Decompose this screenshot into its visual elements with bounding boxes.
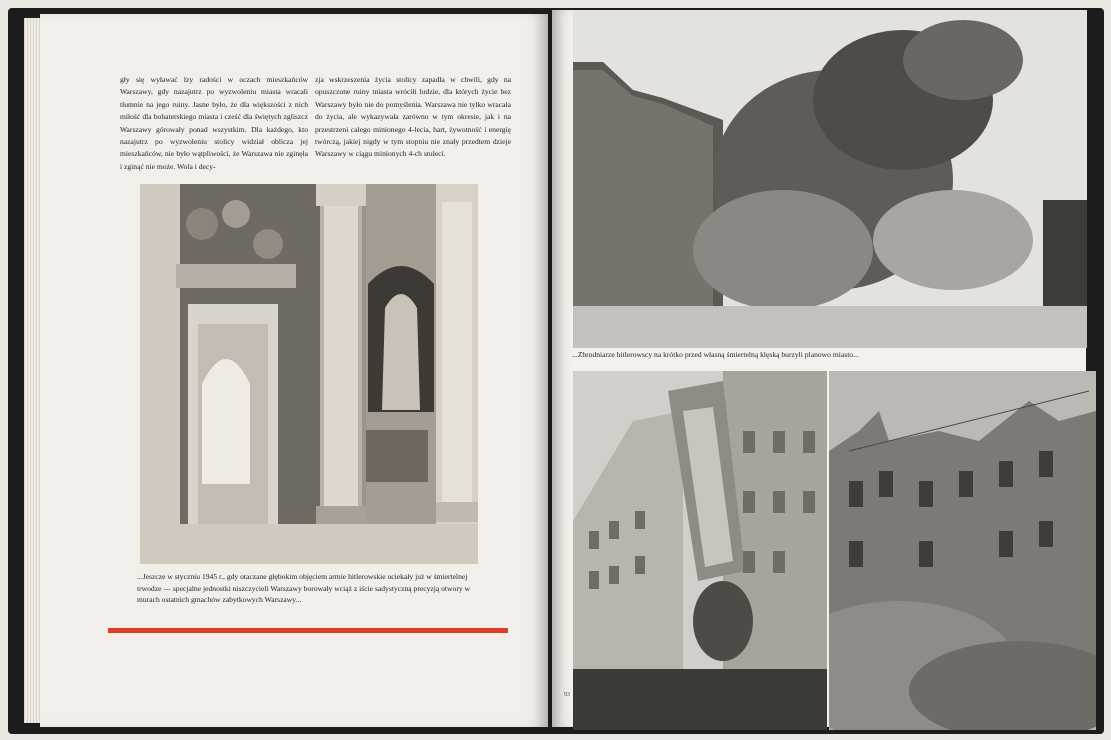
interior-caption: ...Jeszcze w styczniu 1945 r., gdy otaczane głębokim objęciem armie hitlerowskie uciekały już w śmiertelnej trwodze — specjalne jednostki niszczycieli Warszawy borowały wciąż z iście sadystyczną precyzją otwory w murach ostatnich gmachów zabytkowych Warszawy... xyxy=(137,572,471,604)
left-text-column-2: zja wskrzeszenia życia stolicy zapadła w chwili, gdy na opuszczone ruiny miasta wróciłi ludzie, dla których życie bez Warszawy było nie do pomyślenia. Warszawa nie tylko wracała do życia, ale wykazywała zarówno w tym okresie, jak i na przestrzeni całego minionego 4-lecia, hart, żywotność i energię twórczą, jakiej nigdy w tym stopniu nie znały przedtem dzieje Warszawy w ciągu minionych 4-ch stuleci. xyxy=(315,75,511,159)
ruins-photo xyxy=(829,371,1096,730)
left-text-column-1: gły się wyławać łzy radości w oczach mieszkańców Warszawy, gdy nazajutrz po wyzwoleniu miasta wracali tłumnie na jego ruiny. Jasne było, że dla większości z nich miłość dla bohaterskiego miasta i cześć dla świętych zgliszcz Warszawy górowały ponad wszystkim. Dla każdego, kto nazajutrz po wyzwoleniu stolicy widział oblicza jej mieszkańców, nie było wątpliwości, że Warszawa nie zginęła i zginąć nie może. Wola i decy- xyxy=(120,75,308,171)
interior-photo xyxy=(140,184,478,564)
page-number: 93 xyxy=(564,692,570,698)
explosion-caption: ...Zbrodniarze hitlerowscy na krótko przed własną śmiertelną klęską burzyli planowo miasto... xyxy=(572,350,859,359)
red-divider-rule xyxy=(108,628,508,633)
explosion-photo xyxy=(573,10,1087,348)
collapsing-building-photo xyxy=(573,371,827,730)
